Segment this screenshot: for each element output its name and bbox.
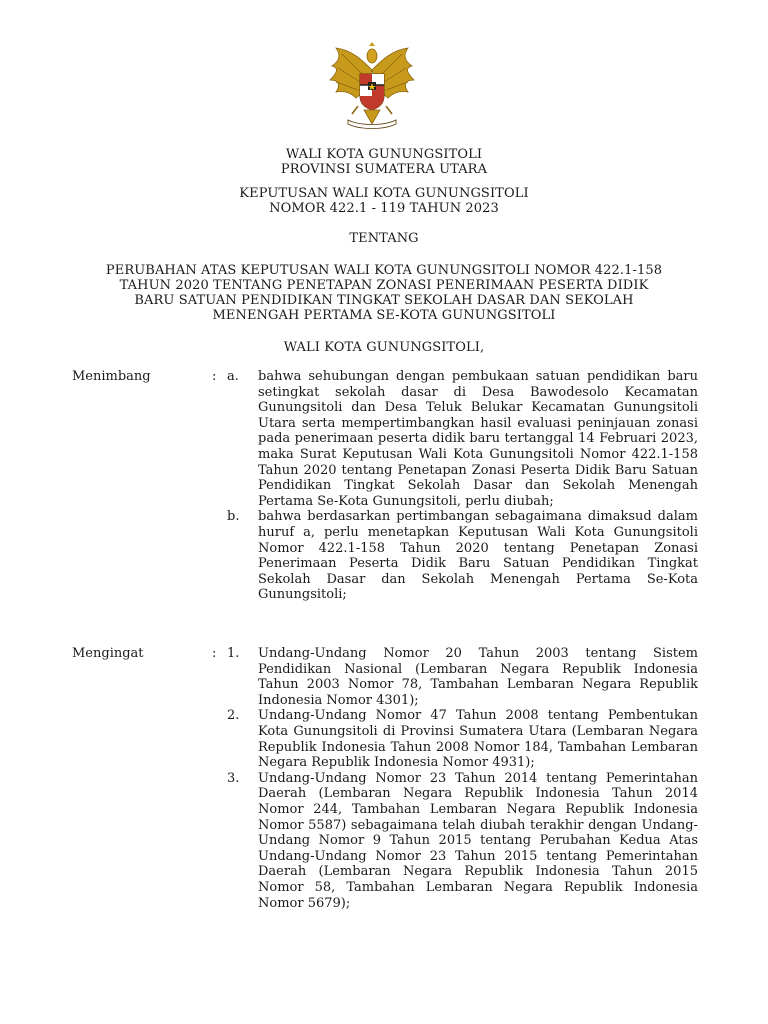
section-colon: : bbox=[212, 646, 217, 661]
item-text: Undang-Undang Nomor 23 Tahun 2014 tentang Pemerintahan Daerah (Lembaran Negara Republik Indonesia Tahun 2014 Nomor 244, Tambahan Lembaran Negara Republik Indonesia Nomor 5587) sebagaimana telah diubah terakhir dengan Undang-Undang Nomor 9 Tahun 2015 tentang Perubahan Kedua Atas Undang-Undang Nomor 23 Tahun 2015 tentang Pemerintahan Daerah (Lembaran Negara Republik Indonesia Tahun 2015 Nomor 58, Tambahan Lembaran Negara Republik Indonesia Nomor 5679); bbox=[258, 770, 698, 911]
decree-number: NOMOR 422.1 - 119 TAHUN 2023 bbox=[269, 201, 499, 216]
section-colon: : bbox=[212, 369, 217, 384]
authority-line-1: WALI KOTA GUNUNGSITOLI bbox=[285, 147, 483, 162]
decree-heading bbox=[60, 186, 708, 216]
subject-line: TAHUN 2020 TENTANG PENETAPAN ZONASI PENERIMAAN PESERTA DIDIK bbox=[119, 278, 649, 293]
item-marker: a. bbox=[227, 369, 239, 384]
subject-line: MENENGAH PERTAMA SE-KOTA GUNUNGSITOLI bbox=[212, 308, 556, 323]
mengingat-section bbox=[72, 646, 698, 911]
item-marker: 1. bbox=[227, 646, 240, 661]
list-item bbox=[72, 771, 698, 911]
item-text: Undang-Undang Nomor 20 Tahun 2003 tentang Sistem Pendidikan Nasional (Lembaran Negara Republik Indonesia Tahun 2003 Nomor 78, Tambahan Lembaran Negara Republik Indonesia Nomor 4301); bbox=[258, 646, 698, 708]
section-label: Menimbang bbox=[72, 369, 151, 384]
list-item bbox=[72, 369, 698, 509]
decree-subject bbox=[60, 263, 708, 323]
item-text: bahwa berdasarkan pertimbangan sebagaimana dimaksud dalam huruf a, perlu menetapkan Keputusan Wali Kota Gunungsitoli Nomor 422.1-158 Tahun 2020 tentang Penetapan Zonasi Penerimaan Peserta Didik Baru Satuan Pendidikan Tingkat Sekolah Dasar dan Sekolah Menengah Pertama Se-Kota Gunungsitoli; bbox=[258, 509, 698, 603]
garuda-emblem-icon bbox=[322, 40, 422, 132]
section-label: Mengingat bbox=[72, 646, 144, 661]
item-marker: 3. bbox=[227, 770, 240, 786]
item-marker: 2. bbox=[227, 708, 240, 724]
subject-line: BARU SATUAN PENDIDIKAN TINGKAT SEKOLAH DASAR DAN SEKOLAH bbox=[134, 293, 634, 308]
list-item bbox=[72, 509, 698, 603]
about-heading bbox=[60, 231, 708, 246]
item-marker: b. bbox=[227, 509, 240, 525]
decree-title: KEPUTUSAN WALI KOTA GUNUNGSITOLI bbox=[239, 186, 529, 201]
issuer-label: WALI KOTA GUNUNGSITOLI, bbox=[283, 340, 485, 355]
issuer-heading bbox=[60, 340, 708, 355]
item-text: bahwa sehubungan dengan pembukaan satuan pendidikan baru setingkat sekolah dasar di Desa Bawodesolo Kecamatan Gunungsitoli dan Desa Teluk Belukar Kecamatan Gunungsitoli Utara serta mempertimbangkan hasil evaluasi peninjauan zonasi pada penerimaan peserta didik baru tertanggal 14 Februari 2023, maka Surat Keputusan Wali Kota Gunungsitoli Nomor 422.1-158 Tahun 2020 tentang Penetapan Zonasi Peserta Didik Baru Satuan Pendidikan Tingkat Sekolah Dasar dan Sekolah Menengah Pertama Se-Kota Gunungsitoli, perlu diubah; bbox=[258, 369, 698, 509]
list-item bbox=[72, 708, 698, 770]
authority-header bbox=[60, 147, 708, 177]
list-item bbox=[72, 646, 698, 708]
about-label: TENTANG bbox=[349, 231, 419, 246]
item-text: Undang-Undang Nomor 47 Tahun 2008 tentang Pembentukan Kota Gunungsitoli di Provinsi Sumatera Utara (Lembaran Negara Republik Indonesia Tahun 2008 Nomor 184, Tambahan Lembaran Negara Republik Indonesia Nomor 4931); bbox=[258, 708, 698, 771]
menimbang-section bbox=[72, 369, 698, 603]
subject-line: PERUBAHAN ATAS KEPUTUSAN WALI KOTA GUNUNGSITOLI NOMOR 422.1-158 bbox=[105, 263, 663, 278]
authority-line-2: PROVINSI SUMATERA UTARA bbox=[280, 162, 488, 177]
